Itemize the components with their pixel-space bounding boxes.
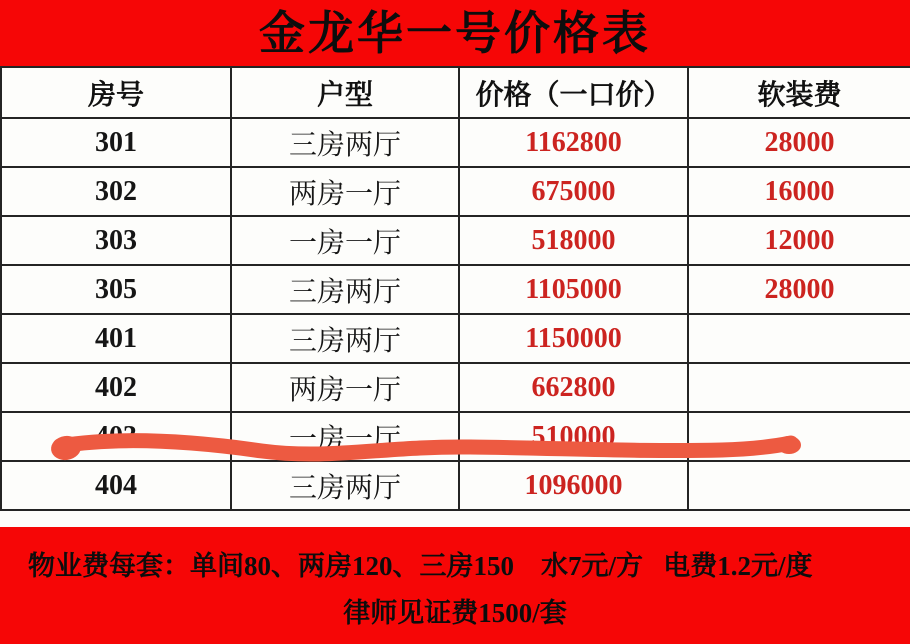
cell-room: 301	[1, 118, 231, 167]
title-banner	[0, 0, 910, 66]
price-table	[0, 66, 910, 511]
cell-fee	[688, 314, 910, 363]
cell-type: 两房一厅	[231, 363, 459, 412]
cell-room: 303	[1, 216, 231, 265]
table-row-struck-403	[1, 412, 910, 461]
table-row	[1, 118, 910, 167]
table-row	[1, 216, 910, 265]
header-row	[1, 67, 910, 118]
footer-fees-line: 物业费每套：单间80、两房120、三房150 水7元/方 电费1.2元/度	[28, 551, 813, 581]
cell-type: 一房一厅	[231, 412, 459, 461]
cell-type: 三房两厅	[231, 118, 459, 167]
cell-fee: 12000	[688, 216, 910, 265]
cell-room: 404	[1, 461, 231, 510]
table-row	[1, 314, 910, 363]
cell-price: 675000	[459, 167, 688, 216]
cell-type: 一房一厅	[231, 216, 459, 265]
cell-room: 403	[1, 412, 231, 461]
cell-type: 两房一厅	[231, 167, 459, 216]
table-row	[1, 265, 910, 314]
cell-room: 305	[1, 265, 231, 314]
table-row	[1, 363, 910, 412]
footer-banner	[0, 527, 910, 644]
cell-price: 1096000	[459, 461, 688, 510]
cell-price: 510000	[459, 412, 688, 461]
cell-fee: 28000	[688, 118, 910, 167]
cell-fee: 16000	[688, 167, 910, 216]
cell-fee	[688, 412, 910, 461]
cell-fee	[688, 461, 910, 510]
header-price: 价格（一口价）	[459, 67, 688, 118]
cell-type: 三房两厅	[231, 265, 459, 314]
header-fee: 软装费	[688, 67, 910, 118]
table-row	[1, 461, 910, 510]
cell-fee	[688, 363, 910, 412]
page-title: 金龙华一号价格表	[259, 8, 651, 59]
cell-room: 402	[1, 363, 231, 412]
header-room: 房号	[1, 67, 231, 118]
cell-room: 401	[1, 314, 231, 363]
cell-type: 三房两厅	[231, 461, 459, 510]
cell-price: 1162800	[459, 118, 688, 167]
footer-notary-line: 律师见证费1500/套	[343, 598, 567, 628]
cell-room: 302	[1, 167, 231, 216]
cell-type: 三房两厅	[231, 314, 459, 363]
cell-price: 662800	[459, 363, 688, 412]
table-row	[1, 167, 910, 216]
header-type: 户型	[231, 67, 459, 118]
cell-fee: 28000	[688, 265, 910, 314]
cell-price: 1150000	[459, 314, 688, 363]
cell-price: 518000	[459, 216, 688, 265]
cell-price: 1105000	[459, 265, 688, 314]
